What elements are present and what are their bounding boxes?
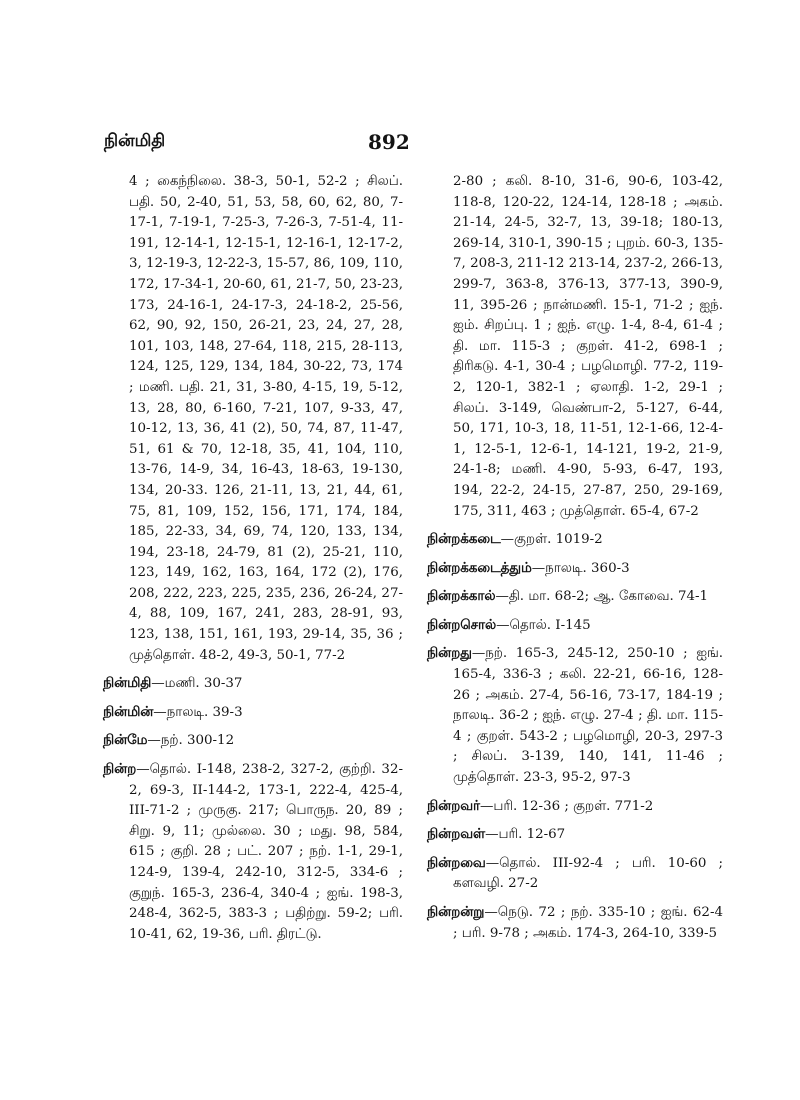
entry-headword: நின்றவள் — [427, 826, 486, 843]
entry-references: —குறள். 1019-2 — [500, 532, 603, 548]
entry-references: 4 ; கைந்நிலை. 38-3, 50-1, 52-2 ; சிலப். பதி. 50, 2-40, 51, 53, 58, 60, 62, 80, 7-17-1, 7-19-1, 7-25-3, 7-26-3, 7-51-4, 11-191, 12-14-1, 12-15-1, 12-16-1, 12-17-2, 3, 12-19-3, 12-22-3, 15-57, 86, 109, 110, 172, 17-34-1, 20-60, 61, 21-7, 50, 23-23, 173, 24-16-1, 24-17-3, 24-18-2, 25-56, 62, 90, 92, 150, 26-21, 23, 24, 27, 28, 101, 103, 148, 27-64, 118, 215, 28-113, 124, 125, 129, 134, 184, 30-22, 73, 174 ; மணி. பதி. 21, 31, 3-80, 4-15, 19, 5-12, 13, 28, 80, 6-160, 7-21, 107, 9-33, 47, 10-12, 13, 36, 41 (2), 50, 74, 87, 11-47, 51, 61 & 70, 12-18, 35, 41, 104, 110, 13-76, 14-9, 34, 16-43, 18-63, 19-130, 134, 20-33. 126, 21-11, 13, 21, 44, 61, 75, 81, 109, 152, 156, 171, 174, 184, 185, 22-33, 34, 69, 74, 120, 133, 134, 194, 23-18, 24-79, 81 (2), 25-21, 110, 123, 149, 162, 163, 164, 172 (2), 176, 208, 222, 223, 225, 235, 236, 26-24, 27-4, 88, 109, 167, 241, 283, 28-91, 93, 123, 138, 151, 161, 193, 29-14, 35, 36 ; முத்தொள். 48-2, 49-3, 50-1, 77-2 — [129, 174, 403, 663]
entry-headword: நின்றவை — [427, 854, 486, 871]
running-header-word: நின்மிதி — [104, 131, 166, 151]
entry-headword: நின்றக்கடை — [427, 531, 501, 548]
index-entry — [427, 796, 723, 818]
index-entry — [103, 673, 403, 695]
entry-headword: நின்றன்று — [427, 904, 485, 920]
index-entry — [427, 586, 723, 608]
right-column — [427, 172, 723, 951]
index-entry — [103, 730, 403, 752]
entry-references: —பரி. 12-67 — [485, 827, 566, 843]
entry-headword: நின்றசொல் — [427, 616, 497, 633]
entry-references: —நற். 165-3, 245-12, 250-10 ; ஐங். 165-4, 336-3 ; கலி. 22-21, 66-16, 128-26 ; அகம். 27-4, 56-16, 73-17, 184-19 ; நாலடி. 36-2 ; ஐந். எழு. 27-4 ; தி. மா. 115-4 ; குறள். 543-2 ; பழமொழி, 20-3, 297-3 ; சிலப். 3-139, 140, 141, 11-46 ; முத்தொள். 23-3, 95-2, 97-3 — [453, 646, 723, 786]
index-entry — [427, 529, 723, 551]
index-entry — [427, 643, 723, 788]
entry-headword: நின்றக்கால் — [427, 588, 496, 605]
entry-references: —மணி. 30-37 — [151, 676, 243, 692]
entry-headword: நின்றது — [427, 645, 472, 662]
entry-headword: நின்ற — [103, 761, 137, 778]
entry-headword: நின்றவர் — [427, 797, 481, 814]
entry-references: —தொல். I-148, 238-2, 327-2, குற்றி. 32-2, 69-3, II-144-2, 173-1, 222-4, 425-4, III-71-2 ; முருகு. 217; பொருந. 20, 89 ; சிறு. 9, 11; முல்லை. 30 ; மது. 98, 584, 615 ; குறி. 28 ; பட். 207 ; நற். 1-1, 29-1, 124-9, 139-4, 242-10, 312-5, 334-6 ; குறுந். 165-3, 236-4, 340-4 ; ஐங். 198-3, 248-4, 362-5, 383-3 ; பதிற்று. 59-2; பரி. 10-41, 62, 19-36, பரி. திரட்டு. — [129, 762, 403, 942]
entry-references: —நெடு. 72 ; நற். 335-10 ; ஐங். 62-4 ; பரி. 9-78 ; அகம். 174-3, 264-10, 339-5 — [453, 905, 723, 941]
index-entry — [427, 824, 723, 846]
left-column — [103, 172, 403, 952]
entry-references: —நாலடி. 39-3 — [153, 704, 243, 720]
entry-references: —நற். 300-12 — [147, 733, 235, 749]
entry-headword: நின்றக்கடைத்தும் — [427, 559, 532, 576]
entry-references: —நாலடி. 360-3 — [531, 560, 630, 576]
index-entry — [103, 702, 403, 724]
index-entry — [103, 759, 403, 945]
entry-references: —தொல். III-92-4 ; பரி. 10-60 ; களவழி. 27-2 — [453, 855, 723, 892]
index-entry — [427, 853, 723, 895]
index-entry — [427, 615, 723, 637]
entry-references: —தி. மா. 68-2; ஆ. கோவை. 74-1 — [495, 589, 709, 605]
page-number: 892 — [368, 130, 410, 154]
index-entry — [427, 902, 723, 944]
entry-references: —தொல். I-145 — [496, 617, 591, 633]
entry-headword: நின்மின் — [103, 703, 154, 720]
entry-references: —பரி. 12-36 ; குறள். 771-2 — [480, 798, 654, 814]
index-entry — [427, 558, 723, 580]
entry-references: 2-80 ; கலி. 8-10, 31-6, 90-6, 103-42, 118-8, 120-22, 124-14, 128-18 ; அகம். 21-14, 24-5, 32-7, 13, 39-18; 180-13, 269-14, 310-1, 390-15 ; புறம். 60-3, 135-7, 208-3, 211-12 213-14, 237-2, 266-13, 299-7, 363-8, 376-13, 377-13, 390-9, 11, 395-26 ; நான்மணி. 15-1, 71-2 ; ஐந். ஐம். சிறப்பு. 1 ; ஐந். எழு. 1-4, 8-4, 61-4 ; தி. மா. 115-3 ; குறள். 41-2, 698-1 ; திரிகடு. 4-1, 30-4 ; பழமொழி. 77-2, 119-2, 120-1, 382-1 ; ஏலாதி. 1-2, 29-1 ; சிலப். 3-149, வெண்பா-2, 5-127, 6-44, 50, 171, 10-3, 18, 11-51, 12-1-66, 12-4-1, 12-5-1, 12-6-1, 14-121, 19-2, 21-9, 24-1-8; மணி. 4-90, 5-93, 6-47, 193, 194, 22-2, 24-15, 27-87, 250, 29-169, 175, 311, 463 ; முத்தொள். 65-4, 67-2 — [453, 174, 723, 519]
entry-headword: நின்மே — [103, 732, 148, 749]
index-entry-continuation — [427, 172, 723, 522]
entry-headword: நின்மிதி — [103, 675, 152, 692]
index-entry-continuation — [103, 172, 403, 666]
